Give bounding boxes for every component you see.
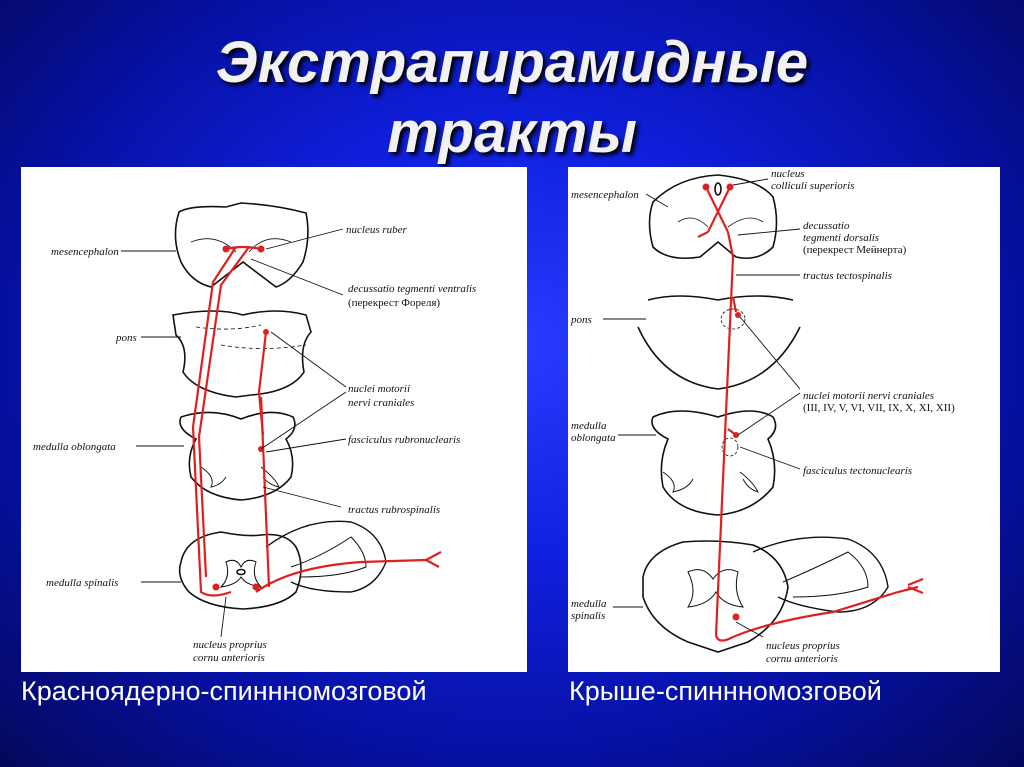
label-decussatio: decussatio [803, 220, 850, 232]
label-cornu-anterioris: cornu anterioris [766, 653, 838, 665]
mesencephalon-section [175, 203, 307, 287]
label-pons: pons [571, 314, 592, 326]
caption-rubrospinal: Красноядерно-спиннномозговой [21, 676, 427, 706]
label-nervi-craniales: nervi craniales [348, 397, 415, 409]
mesencephalon-section [650, 175, 777, 258]
label-oblongata: oblongata [571, 432, 616, 444]
label-forel: (перекрест Фореля) [348, 297, 441, 309]
label-tractus-tectospinalis: tractus tectospinalis [803, 270, 892, 282]
label-meynert: (перекрест Мейнерта) [803, 244, 907, 256]
label-nucleus-proprius: nucleus proprius [766, 640, 840, 652]
tectospinal-diagram-panel [568, 167, 1000, 672]
label-tegmenti-dorsalis: tegmenti dorsalis [803, 232, 880, 244]
label-fasciculus-tectonuclearis: fasciculus tectonuclearis [803, 465, 913, 477]
label-colliculi-superioris: colliculi superioris [771, 180, 855, 192]
label-nuclei-motorii: nuclei motorii nervi craniales [803, 390, 935, 402]
label-medulla: medulla [571, 420, 607, 432]
label-nucleus: nucleus [771, 168, 805, 180]
label-medulla-spinalis: medulla spinalis [46, 577, 119, 589]
rubrospinal-diagram-panel [21, 167, 527, 672]
label-nerve-numbers: (III, IV, V, VI, VII, IX, X, XI, XII) [803, 402, 955, 414]
tectospinal-diagram [568, 167, 1000, 672]
label-mesencephalon: mesencephalon [51, 246, 119, 258]
label-tractus-rubrospinalis: tractus rubrospinalis [348, 504, 441, 516]
label-nucleus-proprius: nucleus proprius [193, 639, 267, 651]
label-mesencephalon: mesencephalon [571, 189, 639, 201]
label-nuclei-motorii: nuclei motorii [348, 383, 411, 395]
label-pons: pons [116, 332, 137, 344]
label-fasciculus-rubronuclearis: fasciculus rubronuclearis [348, 434, 461, 446]
title-line-2: тракты [387, 100, 637, 165]
rubrospinal-diagram [21, 167, 527, 672]
label-decussatio-ventralis: decussatio tegmenti ventralis [348, 283, 477, 295]
caption-tectospinal: Крыше-спиннномозговой [569, 676, 882, 706]
pons-section [173, 311, 311, 397]
label-spinalis: spinalis [571, 610, 606, 622]
label-cornu-anterioris: cornu anterioris [193, 652, 265, 664]
title-line-1: Экстрапирамидные [215, 30, 809, 95]
label-medulla-oblongata: medulla oblongata [33, 441, 116, 453]
medulla-oblongata-section [652, 411, 776, 515]
label-nucleus-ruber: nucleus ruber [346, 224, 407, 236]
label-medulla-sp: medulla [571, 598, 607, 610]
